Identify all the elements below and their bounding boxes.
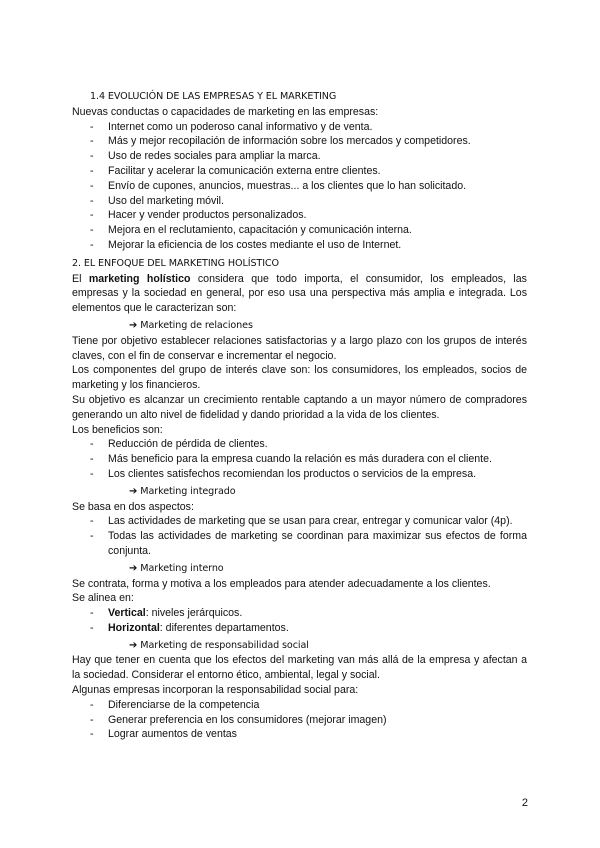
section-1-4-intro: Nuevas conductas o capacidades de marketing en las empresas: bbox=[72, 105, 379, 118]
list-item: - Más beneficio para la empresa cuando la relación es más duradera con el cliente. bbox=[72, 452, 527, 467]
integrado-list bbox=[72, 514, 527, 558]
paragraph: Algunas empresas incorporan la responsabilidad social para: bbox=[72, 684, 359, 697]
paragraph-text: considera que todo importa, el consumidor, los empleados, las empresas y la sociedad en general, por eso usa una perspectiva más amplia e integrada. Los elementos que le caracterizan son: bbox=[72, 272, 527, 315]
subheading-relaciones: ➔ Marketing de relaciones bbox=[129, 319, 253, 331]
list-item: - Mejorar la eficiencia de los costes mediante el uso de Internet. bbox=[72, 238, 527, 253]
list-item: - Generar preferencia en los consumidores (mejorar imagen) bbox=[72, 713, 527, 728]
section-1-4-list bbox=[72, 120, 527, 253]
list-item: - Diferenciarse de la competencia bbox=[72, 698, 527, 713]
paragraph: Los componentes del grupo de interés clave son: los consumidores, los empleados, socios de marketing y los financieros. bbox=[72, 364, 527, 392]
arrow-right-icon: ➔ bbox=[129, 639, 138, 651]
list-item: - Envío de cupones, anuncios, muestras... a los clientes que lo han solicitado. bbox=[72, 179, 527, 194]
section-title-1-4: 1.4 EVOLUCIÓN DE LAS EMPRESAS Y EL MARKETING bbox=[90, 91, 337, 102]
list-item: - Uso del marketing móvil. bbox=[72, 194, 527, 209]
list-item: - Más y mejor recopilación de información sobre los mercados y competidores. bbox=[72, 134, 527, 149]
document-page bbox=[72, 90, 527, 742]
list-item: - Uso de redes sociales para ampliar la marca. bbox=[72, 149, 527, 164]
responsabilidad-list bbox=[72, 698, 527, 742]
list-item: - Las actividades de marketing que se usan para crear, entregar y comunicar valor (4p). bbox=[72, 514, 527, 529]
paragraph: Tiene por objetivo establecer relaciones satisfactorias y a largo plazo con los grupos de interés claves, con el fin de conservar e incrementar el negocio. bbox=[72, 334, 527, 362]
paragraph: Hay que tener en cuenta que los efectos del marketing van más allá de la empresa y afectan a la sociedad. Considerar el entorno ético, ambiental, legal y social. bbox=[72, 654, 527, 682]
section-2-paragraph bbox=[72, 272, 527, 316]
list-item: - Vertical: niveles jerárquicos. bbox=[72, 606, 527, 621]
list-item: - Facilitar y acelerar la comunicación externa entre clientes. bbox=[72, 164, 527, 179]
interno-list bbox=[72, 606, 527, 636]
subheading-interno: ➔ Marketing interno bbox=[129, 562, 224, 574]
page-number: 2 bbox=[521, 797, 528, 809]
list-item: - Mejora en el reclutamiento, capacitación y comunicación interna. bbox=[72, 223, 527, 238]
paragraph: Se basa en dos aspectos: bbox=[72, 500, 194, 513]
arrow-right-icon: ➔ bbox=[129, 485, 138, 497]
paragraph: Los beneficios son: bbox=[72, 423, 163, 436]
paragraph: Se alinea en: bbox=[72, 592, 134, 605]
bold-term: marketing holístico bbox=[88, 272, 191, 285]
arrow-right-icon: ➔ bbox=[129, 319, 138, 331]
subheading-integrado: ➔ Marketing integrado bbox=[129, 485, 236, 497]
list-item: - Todas las actividades de marketing se coordinan para maximizar sus efectos de forma conjunta. bbox=[72, 529, 527, 559]
list-item: - Los clientes satisfechos recomiendan los productos o servicios de la empresa. bbox=[72, 467, 527, 482]
section-title-2: 2. EL ENFOQUE DEL MARKETING HOLÍSTICO bbox=[72, 257, 279, 269]
paragraph-text: El bbox=[72, 272, 89, 285]
paragraph: Su objetivo es alcanzar un crecimiento rentable captando a un mayor número de compradores generando un alto nivel de fidelidad y dando prioridad a la vida de los clientes. bbox=[72, 393, 527, 421]
subheading-responsabilidad: ➔ Marketing de responsabilidad social bbox=[129, 639, 309, 651]
paragraph: Se contrata, forma y motiva a los empleados para atender adecuadamente a los clientes. bbox=[72, 577, 491, 590]
arrow-right-icon: ➔ bbox=[129, 562, 138, 574]
list-item: - Horizontal: diferentes departamentos. bbox=[72, 621, 527, 636]
list-item: - Internet como un poderoso canal informativo y de venta. bbox=[72, 120, 527, 135]
list-item: - Lograr aumentos de ventas bbox=[72, 727, 527, 742]
relaciones-list bbox=[72, 437, 527, 481]
list-item: - Hacer y vender productos personalizados. bbox=[72, 208, 527, 223]
list-item: - Reducción de pérdida de clientes. bbox=[72, 437, 527, 452]
